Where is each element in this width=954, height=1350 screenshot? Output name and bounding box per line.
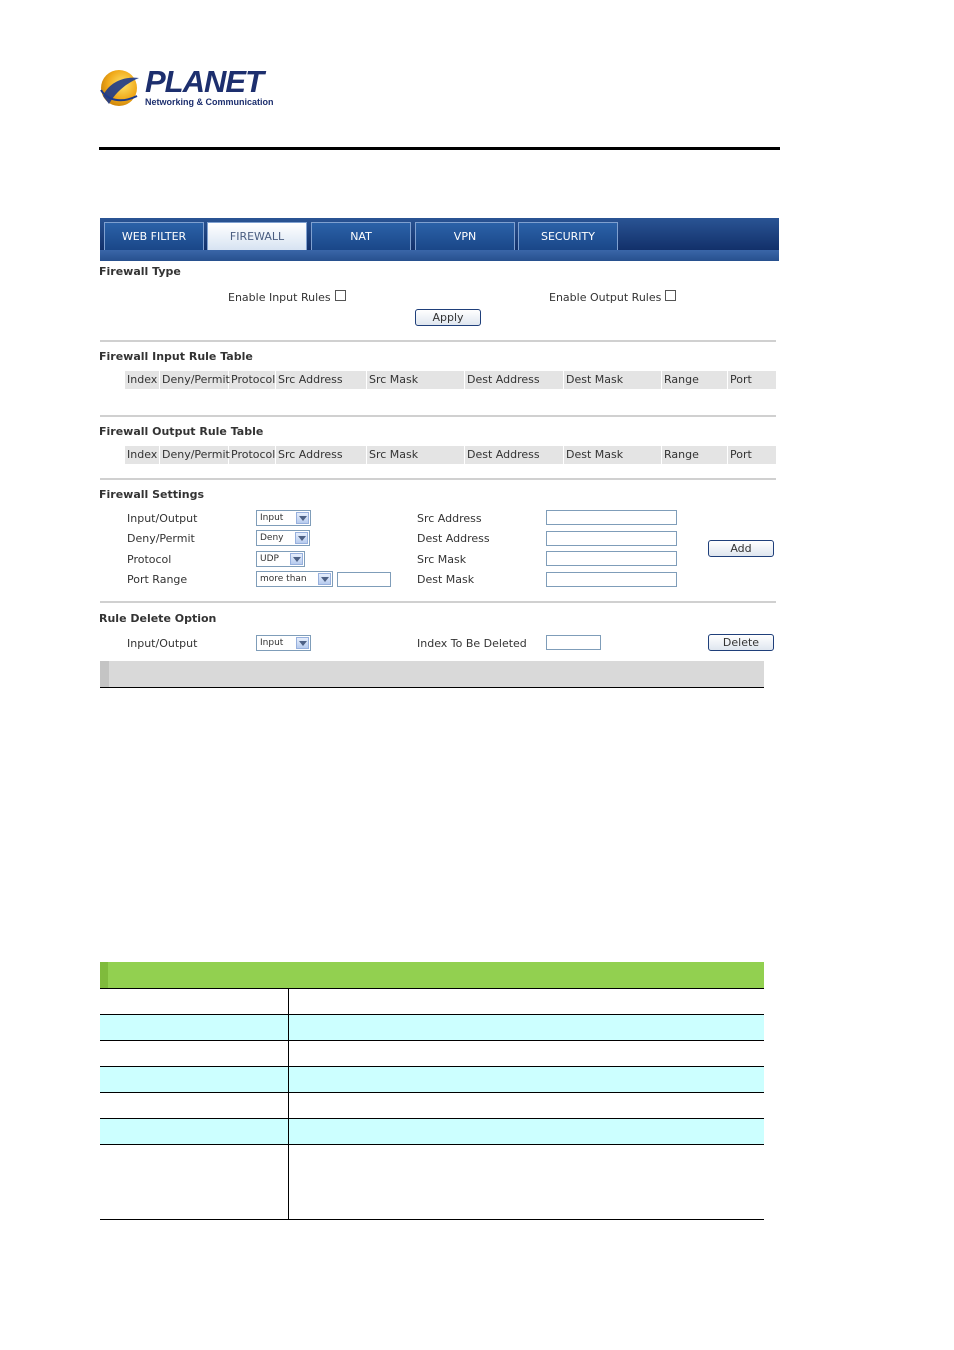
delete-input-output-label: Input/Output [127, 637, 198, 650]
dest-address-input[interactable] [546, 531, 677, 546]
footer-bar-line [100, 687, 764, 688]
port-input[interactable] [337, 572, 391, 587]
column-header: Dest Mask [564, 371, 662, 389]
port-range-label: Port Range [127, 573, 188, 586]
table-rule [100, 1092, 764, 1093]
description-table-header-accent [100, 962, 108, 988]
table-rule [100, 1219, 764, 1220]
src-address-label: Src Address [417, 512, 482, 525]
rule-delete-option-title: Rule Delete Option [99, 612, 217, 625]
chevron-down-icon [290, 553, 303, 565]
port-range-value: more than [260, 574, 307, 584]
delete-input-output-value: Input [260, 638, 284, 648]
column-header: Src Address [276, 371, 367, 389]
src-mask-label: Src Mask [417, 553, 467, 566]
deny-permit-value: Deny [260, 533, 284, 543]
column-header: Src Mask [367, 371, 465, 389]
divider [100, 415, 776, 417]
tab-security[interactable]: SECURITY [518, 222, 618, 250]
tab-bar-strip [100, 250, 779, 261]
footer-bar-accent [100, 661, 109, 687]
src-mask-input[interactable] [546, 551, 677, 566]
output-rule-table-title: Firewall Output Rule Table [99, 425, 264, 438]
column-header: Dest Address [465, 446, 564, 464]
output-rule-table-header [125, 446, 776, 464]
tab-firewall[interactable]: FIREWALL [207, 222, 307, 250]
apply-button[interactable]: Apply [415, 309, 481, 326]
column-header: Index [125, 446, 160, 464]
src-address-input[interactable] [546, 510, 677, 525]
column-header: Deny/Permit [160, 371, 229, 389]
column-header: Src Mask [367, 446, 465, 464]
chevron-down-icon [318, 573, 331, 585]
column-header: Range [662, 371, 728, 389]
protocol-select[interactable] [256, 551, 305, 567]
column-header: Port [730, 373, 752, 386]
dest-mask-label: Dest Mask [417, 573, 475, 586]
dest-mask-input[interactable] [546, 572, 677, 587]
enable-output-label: Enable Output Rules [549, 291, 662, 304]
description-table-header [100, 962, 764, 988]
divider [100, 478, 776, 480]
divider [100, 601, 776, 603]
index-to-delete-label: Index To Be Deleted [417, 637, 527, 650]
enable-input-label: Enable Input Rules [228, 291, 331, 304]
table-row [100, 1066, 764, 1092]
protocol-value: UDP [260, 554, 279, 564]
table-row [100, 1144, 764, 1219]
add-button[interactable]: Add [708, 540, 774, 557]
input-rule-table-header [125, 371, 776, 389]
enable-input-checkbox[interactable] [335, 290, 346, 301]
chevron-down-icon [296, 637, 309, 649]
chevron-down-icon [295, 532, 308, 544]
column-header: Deny/Permit [160, 446, 229, 464]
column-header: Index [125, 371, 160, 389]
delete-input-output-select[interactable] [256, 635, 311, 651]
input-output-value: Input [260, 513, 284, 523]
footer-bar [100, 661, 764, 687]
chevron-down-icon [296, 512, 309, 524]
table-row [100, 988, 764, 1014]
deny-permit-select[interactable] [256, 530, 310, 546]
delete-button[interactable]: Delete [708, 634, 774, 651]
table-rule [100, 988, 764, 989]
column-header: Port [730, 448, 752, 461]
input-output-label: Input/Output [127, 512, 198, 525]
protocol-label: Protocol [127, 553, 172, 566]
column-header: Range [662, 446, 728, 464]
table-row [100, 1118, 764, 1144]
tab-bar [100, 218, 779, 250]
port-range-select[interactable] [256, 571, 333, 587]
table-rule [100, 1144, 764, 1145]
index-to-delete-input[interactable] [546, 635, 601, 650]
column-header: Src Address [276, 446, 367, 464]
column-header: Dest Mask [564, 446, 662, 464]
table-row [100, 1014, 764, 1040]
table-rule [100, 1040, 764, 1041]
table-rule [100, 1014, 764, 1015]
divider [100, 340, 776, 342]
table-row [100, 1040, 764, 1066]
firewall-settings-title: Firewall Settings [99, 488, 205, 501]
tab-nat[interactable]: NAT [311, 222, 411, 250]
column-header: Dest Address [465, 371, 564, 389]
tab-web-filter[interactable]: WEB FILTER [104, 222, 204, 250]
tab-vpn[interactable]: VPN [415, 222, 515, 250]
table-column-rule [288, 988, 289, 1219]
brand-tagline: Networking & Communication [145, 97, 274, 107]
brand-name: PLANET [145, 64, 263, 99]
deny-permit-label: Deny/Permit [127, 532, 195, 545]
table-rule [100, 1118, 764, 1119]
input-rule-table-title: Firewall Input Rule Table [99, 350, 253, 363]
enable-output-checkbox[interactable] [665, 290, 676, 301]
table-row [100, 1092, 764, 1118]
column-header: Protocol [229, 371, 276, 389]
column-header: Protocol [229, 446, 276, 464]
table-rule [100, 1066, 764, 1067]
firewall-type-title: Firewall Type [99, 265, 181, 278]
input-output-select[interactable] [256, 510, 311, 526]
dest-address-label: Dest Address [417, 532, 490, 545]
header-divider [99, 147, 780, 150]
